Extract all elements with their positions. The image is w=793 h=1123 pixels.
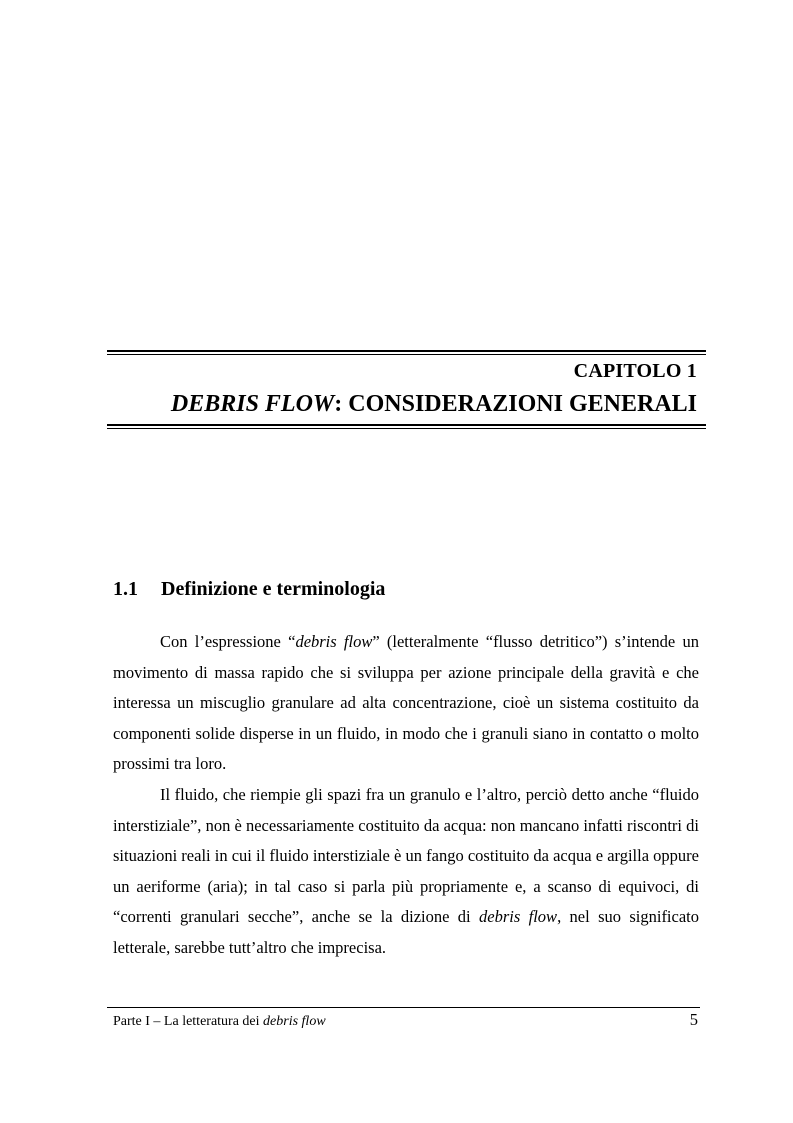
paragraph-2-text: Il fluido, che riempie gli spazi fra un granulo e l’altro, perciò detto anche “fluido interstiziale”, non è necessariamente costituito da acqua: non mancano infatti riscontri di situazioni reali in cui il fluido interstiziale è un fango costituito da acqua e argilla oppure un aeriforme (aria); in tal caso si parla più propriamente e, a scanso di equivoci, di “correnti granulari secche”, anche se la dizione di bbox=[113, 785, 699, 926]
chapter-bottom-rule bbox=[107, 424, 706, 429]
paragraph-1-term: debris flow bbox=[295, 632, 373, 651]
chapter-title bbox=[171, 391, 697, 418]
chapter-top-rule bbox=[107, 350, 706, 355]
paragraph-1 bbox=[113, 627, 699, 780]
section-title: Definizione e terminologia bbox=[161, 578, 386, 600]
page-number: 5 bbox=[689, 1010, 698, 1029]
chapter-title-rest: : CONSIDERAZIONI GENERALI bbox=[334, 391, 697, 417]
section-number: 1.1 bbox=[113, 578, 138, 600]
paragraph-1-lead: Con l’espressione “ bbox=[160, 632, 296, 651]
paragraph-2 bbox=[113, 780, 699, 963]
chapter-title-italic: DEBRIS FLOW bbox=[170, 391, 335, 417]
footer-rule bbox=[107, 1007, 700, 1008]
footer-running-title bbox=[113, 1014, 326, 1030]
footer-italic: debris flow bbox=[263, 1014, 326, 1029]
paragraph-1-rest: ” (letteralmente “flusso detritico”) s’intende un movimento di massa rapido che si sviluppa per azione principale della gravità e che interessa un miscuglio granulare ad alta concentrazione, cioè un sistema costituito da componenti solide disperse in un fluido, in modo che i granuli siano in contatto o molto prossimi tra loro. bbox=[113, 632, 699, 773]
paragraph-2-rest: , nel suo significato letterale, sarebbe tutt’altro che imprecisa. bbox=[113, 907, 699, 957]
paragraph-2-term: debris flow bbox=[479, 907, 558, 926]
section-heading bbox=[113, 578, 385, 601]
footer-text: Parte I – La letteratura dei bbox=[113, 1014, 264, 1029]
chapter-label: CAPITOLO 1 bbox=[573, 360, 697, 382]
